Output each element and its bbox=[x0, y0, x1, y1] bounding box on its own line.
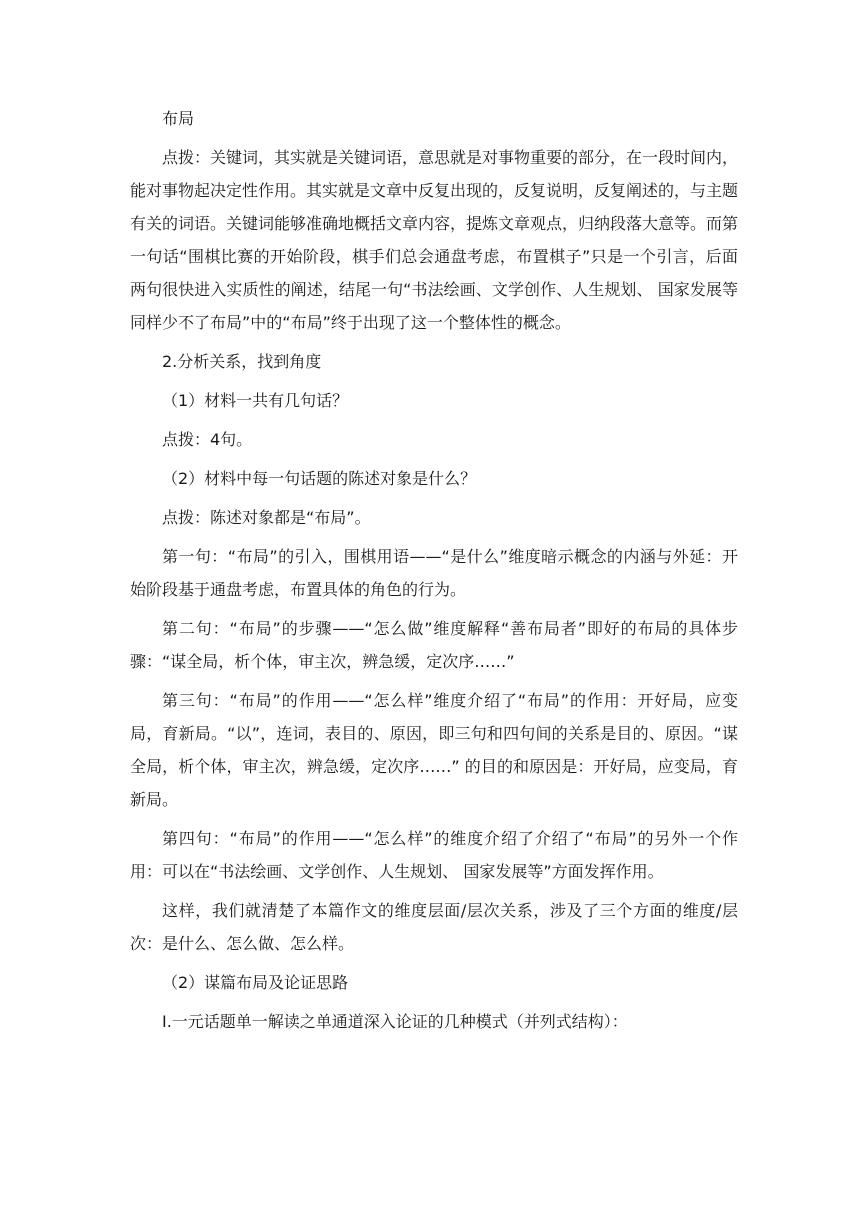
paragraph-model-heading: Ⅰ.一元话题单一解读之单通道深入论证的几种模式（并列式结构）： bbox=[162, 1012, 628, 1031]
paragraph-question-2: （2）材料中每一句话题的陈述对象是什么？ bbox=[162, 469, 477, 488]
paragraph-summary: 这样，我们就清楚了本篇作文的维度层面/层次关系，涉及了三个方面的维度/层次：是什么、怎么做、怎么样。 bbox=[130, 901, 738, 953]
paragraph-section-analysis: 2.分析关系，找到角度 bbox=[162, 352, 322, 371]
paragraph-answer-1: 点拨：4句。 bbox=[162, 430, 253, 449]
paragraph-sentence-2: 第二句：“布局”的步骤——“怎么做”维度解释“善布局者”即好的布局的具体步骤：“谋全局，析个体，审主次，辨急缓，定次序……” bbox=[130, 619, 738, 671]
paragraph-keyword-explanation: 点拨：关键词，其实就是关键词语，意思就是对事物重要的部分，在一段时间内，能对事物起决定性作用。其实就是文章中反复出现的，反复说明，反复阐述的，与主题有关的词语。关键词能够准确地概括文章内容，提炼文章观点，归纳段落大意等。而第一句话“围棋比赛的开始阶段，棋手们总会通盘考虑，布置棋子”只是一个引言，后面两句很快进入实质性的阐述，结尾一句“书法绘画、文学创作、人生规划、 国家发展等同样少不了布局”中的“布局”终于出现了这一个整体性的概念。 bbox=[130, 148, 739, 332]
paragraph-question-1: （1）材料一共有几句话？ bbox=[162, 391, 349, 410]
paragraph-heading-buju: 布局 bbox=[162, 109, 195, 128]
paragraph-sentence-3: 第三句：“布局”的作用——“怎么样”维度介绍了“布局”的作用：开好局，应变局，育新局。“以”，连词，表目的、原因，即三句和四句间的关系是目的、原因。“谋全局，析个体，审主次，辨急缓，定次序……” 的目的和原因是：开好局，应变局，育新局。 bbox=[130, 691, 738, 809]
paragraph-answer-2: 点拨：陈述对象都是“布局”。 bbox=[162, 508, 371, 527]
document-body bbox=[130, 102, 738, 1044]
paragraph-layout-heading: （2）谋篇布局及论证思路 bbox=[162, 973, 349, 992]
paragraph-sentence-1: 第一句：“布局”的引入，围棋用语——“是什么”维度暗示概念的内涵与外延：开始阶段基于通盘考虑，布置具体的角色的行为。 bbox=[130, 547, 738, 599]
paragraph-sentence-4: 第四句：“布局”的作用——“怎么样”的维度介绍了介绍了“布局”的另外一个作用：可以在“书法绘画、文学创作、人生规划、 国家发展等”方面发挥作用。 bbox=[130, 829, 738, 881]
